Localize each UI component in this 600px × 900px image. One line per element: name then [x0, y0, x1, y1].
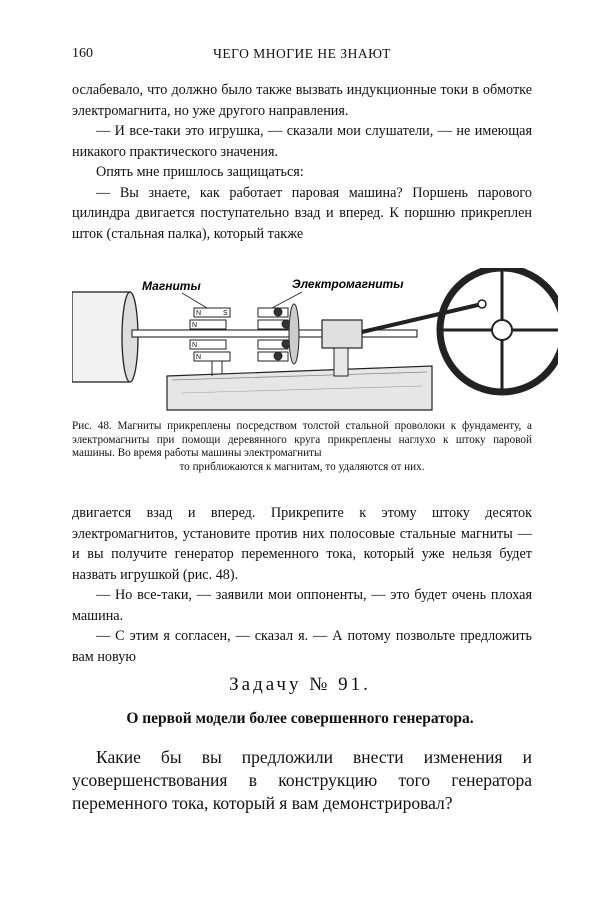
flywheel: [440, 268, 558, 392]
crosshead: [322, 320, 362, 348]
pole-label: S: [223, 310, 228, 317]
figure-caption: [72, 420, 532, 474]
caption-text: Рис. 48. Магниты прикреплены посредством толстой стальной проволоки к фундаменту, а электромагниты при помощи деревянного круга прикреплены наглухо к штоку паровой машины. Во время работы машины электромагниты: [72, 420, 532, 459]
task-heading: Задачу № 91.: [229, 674, 371, 695]
pole-label: N: [196, 354, 202, 361]
paragraph: ослабевало, что должно было также вызвать индукционные токи в обмотке электромагнита, но уже другого направления.: [72, 82, 532, 119]
electromagnets-label: Электромагниты: [292, 277, 404, 291]
pole-label: N: [192, 322, 198, 329]
text-block-top: [72, 80, 532, 244]
magnets-label: Магниты: [142, 279, 201, 293]
paragraph: — Но все-таки, — заявили мои оппоненты, — это будет очень плохая машина.: [72, 587, 532, 624]
paragraph: двигается взад и вперед. Прикрепите к этому штоку десяток электромагнитов, установите против них полосовые стальные магниты — и вы получите генератор переменного тока, который уже нельзя будет назвать игрушкой (рис. 48).: [72, 505, 532, 583]
paragraph: — С этим я согласен, — сказал я. — А потому позвольте предложить вам новую: [72, 628, 532, 665]
text-block-bottom: [72, 503, 532, 667]
page-number: 160: [72, 46, 93, 61]
question-text: [72, 746, 532, 815]
paragraph: Какие бы вы предложили внести изменения и усовершенствования в конструкцию того генератора переменного тока, который я вам демонстрировал?: [72, 747, 532, 813]
paragraph: Опять мне пришлось защищаться:: [96, 164, 304, 180]
connecting-rod: [362, 304, 482, 332]
running-title: ЧЕГО МНОГИЕ НЕ ЗНАЮТ: [213, 46, 391, 61]
pole-label: N: [192, 342, 198, 349]
page-header: [72, 46, 532, 66]
problem-title: О первой модели более совершенного генератора.: [126, 710, 474, 727]
pole-label: N: [196, 310, 202, 317]
paragraph: — Вы знаете, как работает паровая машина? Поршень парового цилиндра двигается поступательно взад и вперед. К поршню прикреплен шток (стальная палка), который также: [72, 184, 532, 242]
figure-48-illustration: [72, 268, 558, 416]
caption-last-line: то приближаются к магнитам, то удаляются от них.: [179, 460, 425, 473]
paragraph: — И все-таки это игрушка, — сказали мои слушатели, — не имеющая никакого практического значения.: [72, 123, 532, 160]
steam-cylinder: [72, 292, 130, 382]
